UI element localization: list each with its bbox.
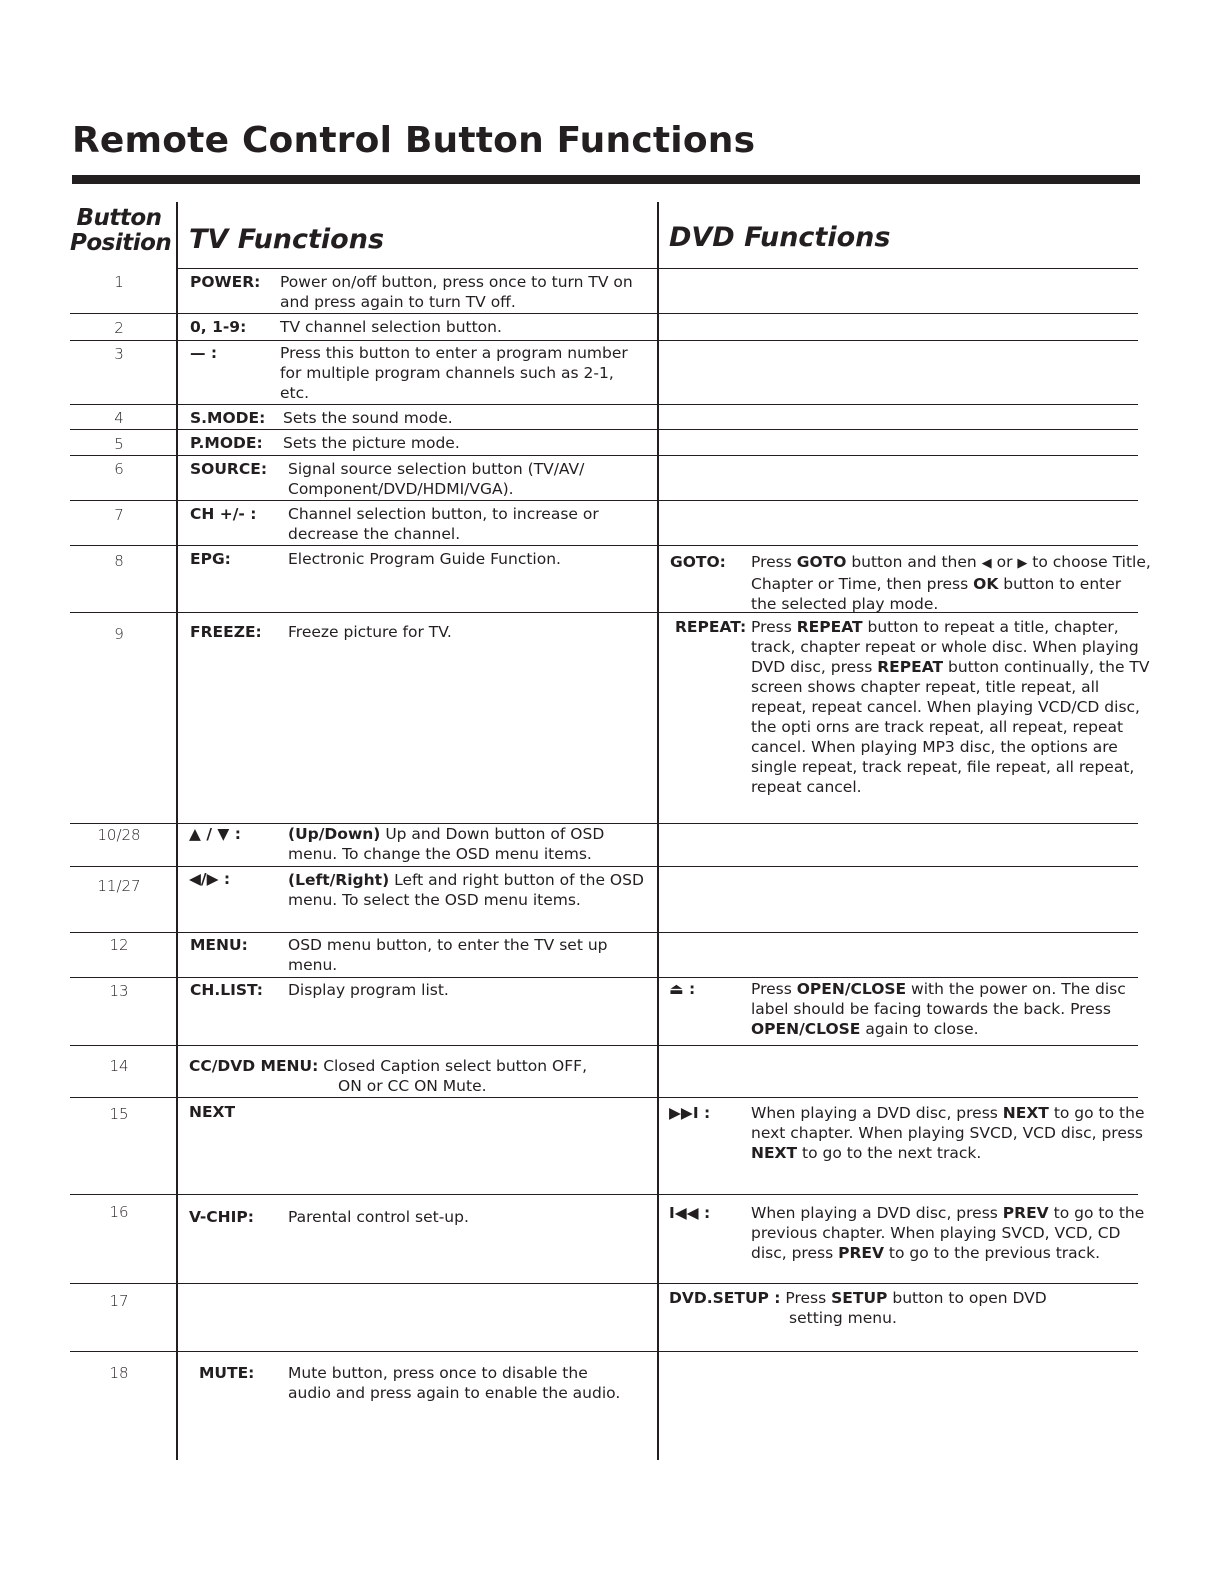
row-line: [70, 977, 1138, 978]
tv-text-up-down: [288, 824, 656, 864]
up-down-icon: ▲ / ▼ :: [189, 825, 241, 843]
tv-label-power: POWER:: [190, 273, 261, 291]
dvd-text-bold: OPEN/CLOSE: [751, 1020, 861, 1038]
dvd-text-setup: [669, 1288, 1139, 1308]
dvd-text-prev: [751, 1203, 1151, 1263]
row-position: 1: [114, 273, 124, 291]
left-right-icon: ◀/▶ :: [189, 870, 231, 888]
tv-text-vchip: Parental control set-up.: [288, 1208, 469, 1226]
tv-label-pmode: P.MODE:: [190, 434, 263, 452]
tv-text-part: Left and right button of the OSD menu. To select the OSD menu items.: [288, 871, 644, 909]
table-divider-tv-dvd: [657, 202, 659, 1460]
tv-text-digits: TV channel selection button.: [280, 318, 502, 336]
table-divider-pos-tv: [176, 202, 178, 1460]
dvd-text-part: Press: [751, 980, 797, 998]
dvd-text-part: button to repeat a title, chapter, track, chapter repeat or whole disc. When playing DVD disc, press: [751, 618, 1139, 676]
tv-label-cc-dvd-menu: CC/DVD MENU:: [189, 1057, 319, 1075]
dvd-text-part: to go to the previous chapter. When playing SVCD, VCD, CD disc, press: [751, 1204, 1145, 1262]
dvd-text-part: to choose Title, Chapter or Time, then press: [751, 553, 1151, 593]
header-button-position: [70, 205, 172, 256]
right-arrow-icon: ▶: [1017, 556, 1028, 571]
row-line: [70, 340, 1138, 341]
tv-text-left-right: [288, 870, 650, 910]
row-line: [70, 866, 1138, 867]
tv-label-epg: EPG:: [190, 550, 231, 568]
tv-text-menu: OSD menu button, to enter the TV set up menu.: [288, 936, 608, 974]
row-line: [70, 404, 1138, 405]
row-position: 14: [109, 1057, 129, 1075]
dvd-text-bold: PREV: [1002, 1204, 1049, 1222]
row-position: 12: [109, 936, 129, 954]
dvd-text-bold: OK: [973, 575, 999, 593]
row-line: [70, 545, 1138, 546]
next-icon: ▶▶I :: [669, 1104, 711, 1122]
prev-icon: I◀◀ :: [669, 1204, 711, 1222]
row-line: [70, 1045, 1138, 1046]
dvd-text-part: again to close.: [860, 1020, 979, 1038]
dvd-text-part: When playing a DVD disc, press: [751, 1104, 1003, 1122]
row-line: [70, 1351, 1138, 1352]
dvd-text-bold: SETUP: [831, 1289, 888, 1307]
tv-label-mute: MUTE:: [199, 1364, 255, 1382]
row-position: 5: [114, 435, 124, 453]
tv-text-ch: Channel selection button, to increase or decrease the channel.: [288, 505, 599, 543]
dvd-text-bold: REPEAT: [877, 658, 944, 676]
tv-text-bold: (Up/Down): [288, 825, 381, 843]
row-line: [70, 313, 1138, 314]
tv-text-part: Up and Down button of OSD menu. To change the OSD menu items.: [288, 825, 605, 863]
tv-label-dash: — :: [190, 344, 218, 362]
row-position: 10/28: [97, 826, 141, 844]
eject-icon: ⏏ :: [669, 980, 696, 998]
dvd-text-bold: GOTO: [796, 553, 847, 571]
tv-text-mute: Mute button, press once to disable the audio and press again to enable the audio.: [288, 1364, 621, 1402]
dvd-text-setup-line2: setting menu.: [789, 1309, 897, 1327]
row-line: [70, 500, 1138, 501]
tv-label-chlist: CH.LIST:: [190, 981, 263, 999]
header-dvd-functions: DVD Functions: [669, 222, 891, 253]
header-tv-functions: TV Functions: [189, 224, 385, 255]
tv-text-dash: Press this button to enter a program number for multiple program channels such as 2-1, etc.: [280, 344, 628, 402]
tv-label-menu: MENU:: [190, 936, 248, 954]
tv-label-next: NEXT: [189, 1103, 236, 1121]
tv-label-digits: 0, 1-9:: [190, 318, 247, 336]
tv-text-chlist: Display program list.: [288, 981, 449, 999]
row-position: 6: [114, 460, 124, 478]
row-position: 17: [109, 1292, 129, 1310]
tv-text-cc-dvd-menu-line2: ON or CC ON Mute.: [338, 1077, 487, 1095]
row-position: 9: [114, 625, 124, 643]
row-position: 16: [109, 1203, 129, 1221]
tv-text-smode: Sets the sound mode.: [283, 409, 453, 427]
tv-label-source: SOURCE:: [190, 460, 268, 478]
dvd-text-part: or: [991, 553, 1018, 571]
dvd-text-bold: REPEAT: [796, 618, 863, 636]
tv-text-freeze: Freeze picture for TV.: [288, 623, 452, 641]
dvd-label-setup: DVD.SETUP :: [669, 1289, 781, 1307]
header-line: [176, 268, 1138, 269]
dvd-text-part: Press: [751, 618, 797, 636]
tv-label-smode: S.MODE:: [190, 409, 266, 427]
dvd-text-part: to go to the previous track.: [883, 1244, 1101, 1262]
dvd-text-part: button to open DVD: [887, 1289, 1047, 1307]
row-line: [70, 932, 1138, 933]
row-position: 8: [114, 552, 124, 570]
row-position: 15: [109, 1105, 129, 1123]
row-position: 4: [114, 409, 124, 427]
dvd-text-part: button and then: [846, 553, 982, 571]
dvd-text-eject: [751, 979, 1151, 1039]
row-position: 11/27: [97, 877, 141, 895]
dvd-label-repeat: REPEAT:: [675, 618, 747, 636]
tv-text-bold: (Left/Right): [288, 871, 390, 889]
tv-label-vchip: V-CHIP:: [189, 1208, 254, 1226]
dvd-text-part: to go to the next track.: [797, 1144, 982, 1162]
dvd-text-bold: OPEN/CLOSE: [796, 980, 907, 998]
page-title: Remote Control Button Functions: [72, 120, 756, 161]
dvd-text-bold: NEXT: [1002, 1104, 1049, 1122]
dvd-text-part: When playing a DVD disc, press: [751, 1204, 1003, 1222]
row-position: 13: [109, 982, 129, 1000]
row-line: [70, 1194, 1138, 1195]
tv-text-cc-dvd-menu: [189, 1056, 654, 1076]
row-line: [70, 455, 1138, 456]
dvd-text-part: Press: [780, 1289, 832, 1307]
dvd-text-part: with the power on. The disc label should be facing towards the back. Press: [751, 980, 1126, 1018]
tv-text-part: Closed Caption select button OFF,: [318, 1057, 587, 1075]
dvd-text-part: to go to the next chapter. When playing SVCD, VCD disc, press: [751, 1104, 1145, 1142]
dvd-text-part: button continually, the TV screen shows chapter repeat, title repeat, all repeat, repeat cancel. When playing VCD/CD disc, the opti orns are track repeat, all repeat, repeat cancel. When playing MP3 disc, the options are single repeat, track repeat, file repeat, all repeat, repeat cancel.: [751, 658, 1150, 796]
dvd-text-part: button to enter the selected play mode.: [751, 575, 1122, 613]
dvd-label-goto: GOTO:: [670, 553, 726, 571]
row-line: [70, 1097, 1138, 1098]
dvd-text-next: [751, 1103, 1151, 1163]
row-position: 18: [109, 1364, 129, 1382]
dvd-text-repeat: [751, 617, 1151, 797]
tv-text-epg: Electronic Program Guide Function.: [288, 550, 561, 568]
tv-label-ch: CH +/- :: [190, 505, 257, 523]
row-position: 2: [114, 319, 124, 337]
header-position-line1: Button: [76, 205, 162, 231]
tv-label-freeze: FREEZE:: [190, 623, 262, 641]
left-arrow-icon: ◀: [981, 556, 992, 571]
dvd-text-bold: PREV: [838, 1244, 884, 1262]
row-line: [70, 1283, 1138, 1284]
dvd-text-bold: NEXT: [751, 1144, 798, 1162]
tv-text-power: Power on/off button, press once to turn TV on and press again to turn TV off.: [280, 273, 633, 311]
tv-text-source: Signal source selection button (TV/AV/ Component/DVD/HDMI/VGA).: [288, 460, 585, 498]
tv-text-pmode: Sets the picture mode.: [283, 434, 460, 452]
dvd-text-part: Press: [751, 553, 797, 571]
row-line: [70, 429, 1138, 430]
header-position-line2: Position: [70, 230, 172, 256]
title-rule: [72, 175, 1140, 184]
dvd-text-goto: [751, 552, 1151, 614]
row-position: 7: [114, 506, 124, 524]
row-position: 3: [114, 345, 124, 363]
